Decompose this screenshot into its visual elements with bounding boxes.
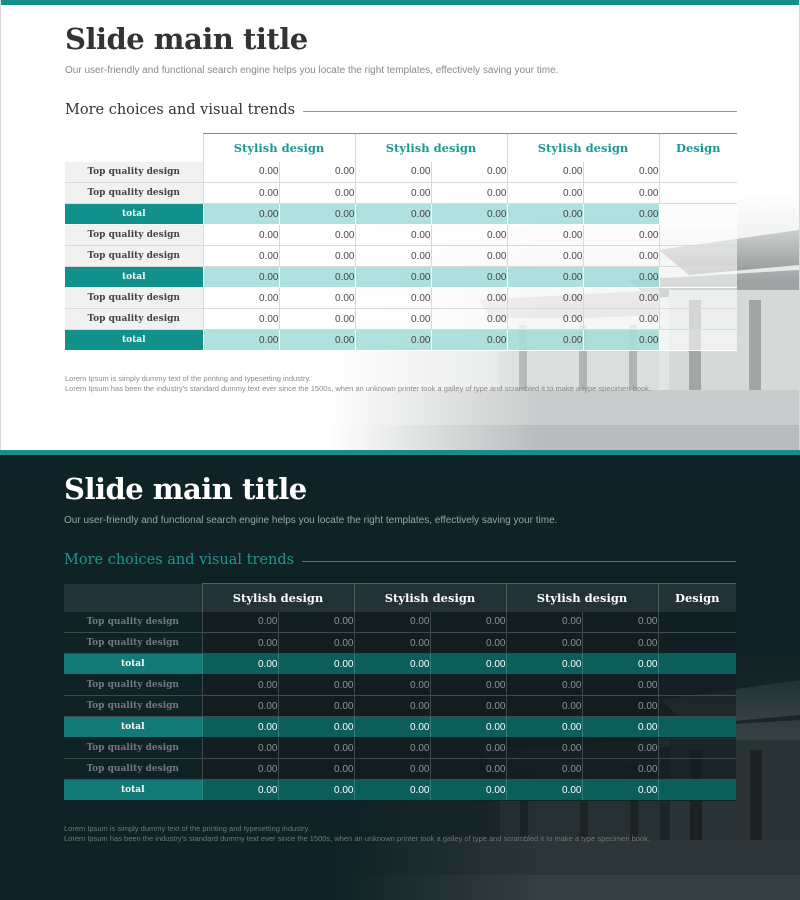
row-label: total xyxy=(64,717,202,738)
table-cell: 0.00 xyxy=(279,183,355,204)
total-row xyxy=(65,204,737,225)
design-cell xyxy=(659,183,737,204)
table-cell: 0.00 xyxy=(582,633,658,654)
table-cell: 0.00 xyxy=(202,780,278,801)
table-cell: 0.00 xyxy=(583,267,659,288)
design-cell xyxy=(658,654,736,675)
table-cell: 0.00 xyxy=(430,696,506,717)
design-cell xyxy=(658,717,736,738)
table-cell: 0.00 xyxy=(430,675,506,696)
table-cell: 0.00 xyxy=(507,309,583,330)
table-cell: 0.00 xyxy=(507,246,583,267)
column-header: Stylish design xyxy=(506,584,658,612)
row-label: total xyxy=(64,654,202,675)
column-header: Stylish design xyxy=(203,134,355,162)
design-cell xyxy=(658,633,736,654)
table-row xyxy=(65,288,737,309)
slide-subtitle: Our user-friendly and functional search engine helps you locate the right templates, effectively saving your time. xyxy=(64,515,558,526)
data-table xyxy=(64,583,736,801)
row-label: Top quality design xyxy=(64,612,202,633)
table-cell: 0.00 xyxy=(278,675,354,696)
table-cell: 0.00 xyxy=(430,738,506,759)
table-cell: 0.00 xyxy=(202,633,278,654)
table-cell: 0.00 xyxy=(431,330,507,351)
table-cell: 0.00 xyxy=(203,267,279,288)
table-cell: 0.00 xyxy=(203,183,279,204)
row-label: Top quality design xyxy=(64,696,202,717)
table-cell: 0.00 xyxy=(202,738,278,759)
column-header: Stylish design xyxy=(507,134,659,162)
row-label: Top quality design xyxy=(64,675,202,696)
table-cell: 0.00 xyxy=(202,675,278,696)
total-row xyxy=(65,267,737,288)
design-cell xyxy=(659,246,737,267)
table-cell: 0.00 xyxy=(431,162,507,183)
table-cell: 0.00 xyxy=(279,330,355,351)
table-cell: 0.00 xyxy=(355,204,431,225)
table-cell: 0.00 xyxy=(355,288,431,309)
table-cell: 0.00 xyxy=(582,717,658,738)
table-cell: 0.00 xyxy=(279,204,355,225)
table-cell: 0.00 xyxy=(279,246,355,267)
table-cell: 0.00 xyxy=(583,309,659,330)
data-table xyxy=(65,133,737,351)
table-cell: 0.00 xyxy=(355,267,431,288)
table-cell: 0.00 xyxy=(203,162,279,183)
table-cell: 0.00 xyxy=(278,759,354,780)
table-cell: 0.00 xyxy=(430,717,506,738)
table-cell: 0.00 xyxy=(279,267,355,288)
footnote-line: Lorem Ipsum has been the industry's standard dummy text ever since the 1500s, when an unknown printer took a galley of type and scrambled it to make a type specimen book. xyxy=(65,384,651,393)
section-heading xyxy=(64,552,736,572)
table-cell: 0.00 xyxy=(355,183,431,204)
table-cell: 0.00 xyxy=(582,675,658,696)
table-cell: 0.00 xyxy=(583,204,659,225)
design-cell xyxy=(659,330,737,351)
table-cell: 0.00 xyxy=(506,633,582,654)
design-cell xyxy=(659,288,737,309)
table-cell: 0.00 xyxy=(278,717,354,738)
table-header-row xyxy=(65,134,737,162)
design-cell xyxy=(658,612,736,633)
table-cell: 0.00 xyxy=(354,654,430,675)
column-header: Stylish design xyxy=(355,134,507,162)
column-header: Stylish design xyxy=(202,584,354,612)
design-cell xyxy=(659,267,737,288)
table-cell: 0.00 xyxy=(355,246,431,267)
table-cell: 0.00 xyxy=(355,309,431,330)
table-cell: 0.00 xyxy=(202,696,278,717)
table-cell: 0.00 xyxy=(354,759,430,780)
table-cell: 0.00 xyxy=(354,738,430,759)
row-label: total xyxy=(65,204,203,225)
table-cell: 0.00 xyxy=(354,717,430,738)
table-cell: 0.00 xyxy=(582,612,658,633)
table-cell: 0.00 xyxy=(506,759,582,780)
table-corner xyxy=(64,584,202,612)
row-label: total xyxy=(65,330,203,351)
table-row xyxy=(64,738,736,759)
design-cell xyxy=(659,162,737,183)
table-row xyxy=(65,246,737,267)
accent-bar xyxy=(0,450,800,455)
row-label: Top quality design xyxy=(65,183,203,204)
table-cell: 0.00 xyxy=(582,738,658,759)
footnote-line: Lorem Ipsum has been the industry's standard dummy text ever since the 1500s, when an unknown printer took a galley of type and scrambled it to make a type specimen book. xyxy=(64,834,650,843)
table-cell: 0.00 xyxy=(583,162,659,183)
table-cell: 0.00 xyxy=(506,612,582,633)
design-cell xyxy=(658,738,736,759)
table-row xyxy=(65,309,737,330)
row-label: Top quality design xyxy=(64,738,202,759)
table-cell: 0.00 xyxy=(507,183,583,204)
footnote-line: Lorem Ipsum is simply dummy text of the printing and typesetting industry. xyxy=(64,824,310,833)
table-cell: 0.00 xyxy=(583,225,659,246)
total-row xyxy=(64,717,736,738)
table-cell: 0.00 xyxy=(355,162,431,183)
table-row xyxy=(64,759,736,780)
table-cell: 0.00 xyxy=(279,225,355,246)
table-cell: 0.00 xyxy=(431,288,507,309)
row-label: Top quality design xyxy=(65,225,203,246)
table-cell: 0.00 xyxy=(506,738,582,759)
table-cell: 0.00 xyxy=(279,288,355,309)
table-row xyxy=(64,633,736,654)
slide-title: Slide main title xyxy=(65,22,308,56)
table-cell: 0.00 xyxy=(507,288,583,309)
table-cell: 0.00 xyxy=(430,612,506,633)
table-cell: 0.00 xyxy=(278,738,354,759)
row-label: Top quality design xyxy=(65,162,203,183)
design-cell xyxy=(659,225,737,246)
table-cell: 0.00 xyxy=(506,780,582,801)
table-cell: 0.00 xyxy=(430,633,506,654)
table-cell: 0.00 xyxy=(354,612,430,633)
column-header: Design xyxy=(659,134,737,162)
table-cell: 0.00 xyxy=(202,717,278,738)
table-cell: 0.00 xyxy=(431,246,507,267)
design-cell xyxy=(658,759,736,780)
table-cell: 0.00 xyxy=(582,759,658,780)
table-cell: 0.00 xyxy=(202,654,278,675)
row-label: Top quality design xyxy=(64,759,202,780)
table-row xyxy=(65,183,737,204)
table-cell: 0.00 xyxy=(582,696,658,717)
table-cell: 0.00 xyxy=(431,267,507,288)
footnote xyxy=(65,374,651,394)
table-cell: 0.00 xyxy=(278,696,354,717)
table-cell: 0.00 xyxy=(354,780,430,801)
design-cell xyxy=(658,696,736,717)
table-row xyxy=(65,225,737,246)
table-row xyxy=(64,675,736,696)
table-cell: 0.00 xyxy=(279,162,355,183)
section-title: More choices and visual trends xyxy=(64,552,295,568)
slide-dark xyxy=(0,450,800,900)
row-label: total xyxy=(64,780,202,801)
design-cell xyxy=(658,780,736,801)
table-cell: 0.00 xyxy=(506,696,582,717)
table-cell: 0.00 xyxy=(430,759,506,780)
table-cell: 0.00 xyxy=(431,204,507,225)
table-cell: 0.00 xyxy=(583,246,659,267)
table-row xyxy=(65,162,737,183)
slide-title: Slide main title xyxy=(64,472,307,506)
column-header: Design xyxy=(658,584,736,612)
table-cell: 0.00 xyxy=(203,225,279,246)
table-cell: 0.00 xyxy=(431,309,507,330)
table-cell: 0.00 xyxy=(203,330,279,351)
section-divider xyxy=(302,561,736,562)
column-header: Stylish design xyxy=(354,584,506,612)
footnote-line: Lorem Ipsum is simply dummy text of the printing and typesetting industry. xyxy=(65,374,311,383)
table-cell: 0.00 xyxy=(203,246,279,267)
table-cell: 0.00 xyxy=(278,654,354,675)
table-cell: 0.00 xyxy=(354,696,430,717)
table-row xyxy=(64,696,736,717)
footnote xyxy=(64,824,650,844)
row-label: Top quality design xyxy=(65,288,203,309)
table-cell: 0.00 xyxy=(430,654,506,675)
table-cell: 0.00 xyxy=(354,633,430,654)
table-cell: 0.00 xyxy=(582,780,658,801)
table-cell: 0.00 xyxy=(583,288,659,309)
table-cell: 0.00 xyxy=(355,225,431,246)
table-cell: 0.00 xyxy=(278,780,354,801)
section-divider xyxy=(303,111,737,112)
table-cell: 0.00 xyxy=(582,654,658,675)
total-row xyxy=(64,654,736,675)
table-cell: 0.00 xyxy=(507,330,583,351)
row-label: total xyxy=(65,267,203,288)
table-cell: 0.00 xyxy=(203,204,279,225)
table-cell: 0.00 xyxy=(506,675,582,696)
row-label: Top quality design xyxy=(65,246,203,267)
table-corner xyxy=(65,134,203,162)
table-cell: 0.00 xyxy=(430,780,506,801)
table-header-row xyxy=(64,584,736,612)
row-label: Top quality design xyxy=(65,309,203,330)
table-cell: 0.00 xyxy=(506,717,582,738)
table-cell: 0.00 xyxy=(507,204,583,225)
accent-bar xyxy=(1,0,800,5)
table-cell: 0.00 xyxy=(279,309,355,330)
section-heading xyxy=(65,102,737,122)
slide-subtitle: Our user-friendly and functional search engine helps you locate the right templates, effectively saving your time. xyxy=(65,65,559,76)
design-cell xyxy=(659,204,737,225)
table-cell: 0.00 xyxy=(431,183,507,204)
table-cell: 0.00 xyxy=(278,612,354,633)
table-cell: 0.00 xyxy=(278,633,354,654)
table-cell: 0.00 xyxy=(507,267,583,288)
table-cell: 0.00 xyxy=(507,162,583,183)
table-cell: 0.00 xyxy=(583,183,659,204)
design-cell xyxy=(659,309,737,330)
table-row xyxy=(64,612,736,633)
table-cell: 0.00 xyxy=(506,654,582,675)
table-cell: 0.00 xyxy=(507,225,583,246)
table-cell: 0.00 xyxy=(202,759,278,780)
table-cell: 0.00 xyxy=(583,330,659,351)
total-row xyxy=(64,780,736,801)
section-title: More choices and visual trends xyxy=(65,102,296,118)
row-label: Top quality design xyxy=(64,633,202,654)
table-cell: 0.00 xyxy=(431,225,507,246)
table-cell: 0.00 xyxy=(203,288,279,309)
total-row xyxy=(65,330,737,351)
design-cell xyxy=(658,675,736,696)
table-cell: 0.00 xyxy=(203,309,279,330)
table-cell: 0.00 xyxy=(202,612,278,633)
table-cell: 0.00 xyxy=(354,675,430,696)
table-cell: 0.00 xyxy=(355,330,431,351)
